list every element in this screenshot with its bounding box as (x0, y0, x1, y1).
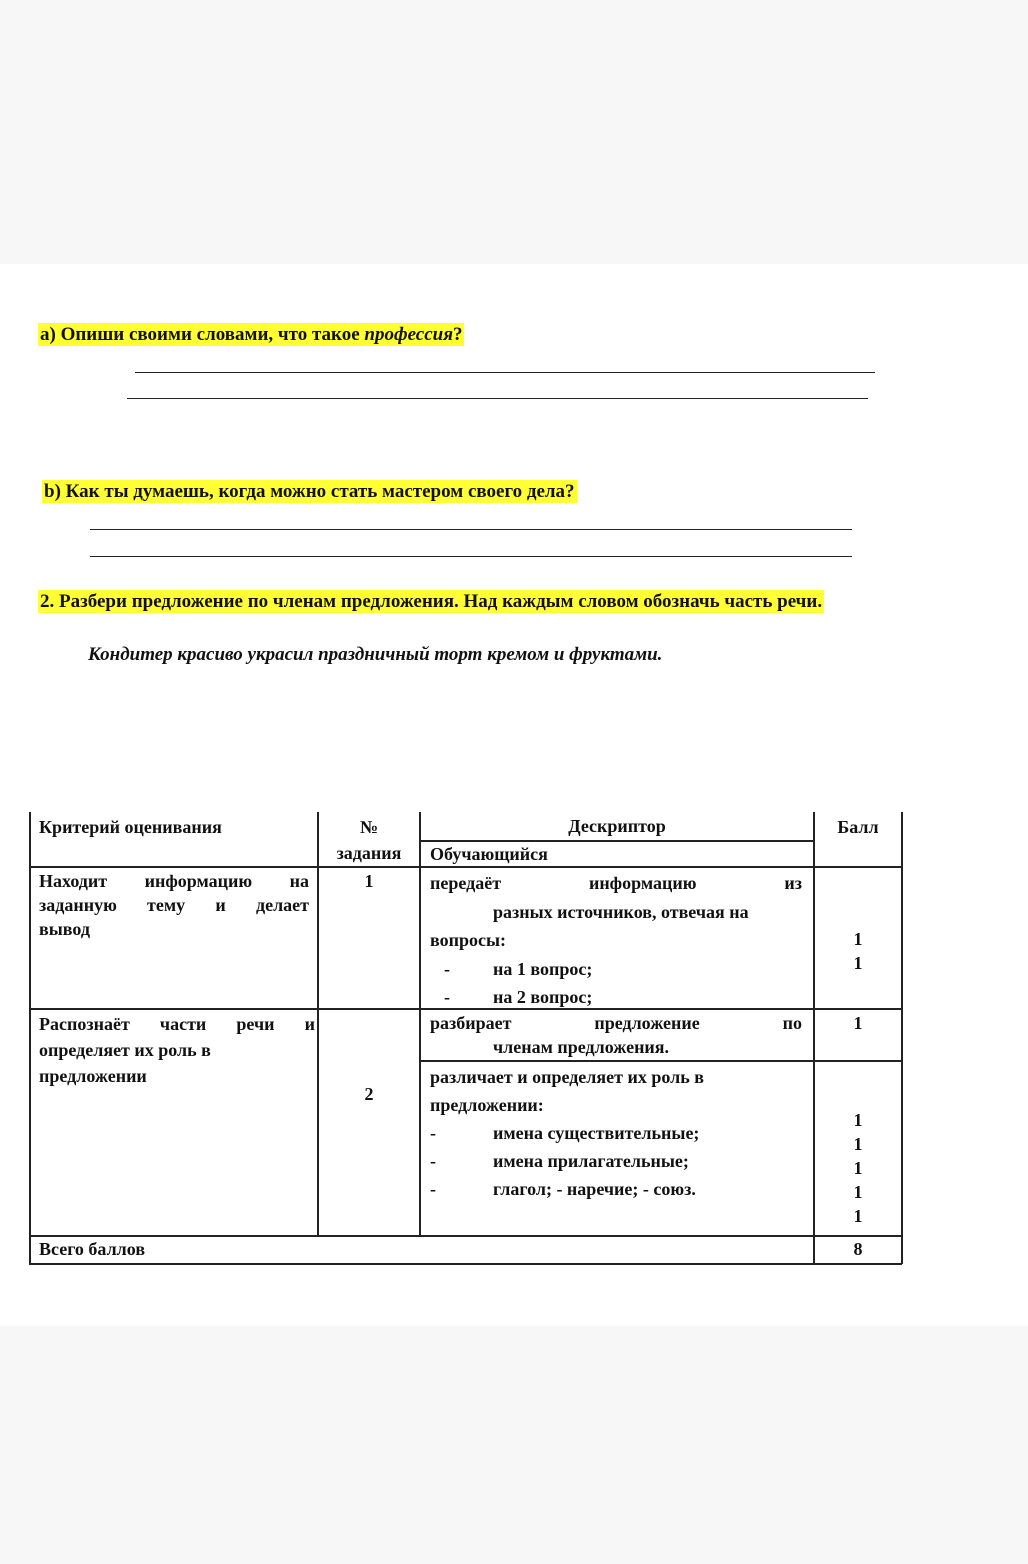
list-item: - имена существительные; (430, 1123, 700, 1143)
row2-criterion: Распознаёт части речи и определяет их роль в предложении (39, 1014, 315, 1086)
question-a-italic-word: профессия (364, 324, 453, 345)
row2-descriptor-2: различает и определяет их роль в предложении: - имена существительные; - имена прилагательные; - глагол; - наречие; - союз. (430, 1063, 812, 1203)
header-criterion: Критерий оценивания (39, 817, 222, 837)
row2-score-1: 1 (853, 1013, 863, 1033)
assessment-table (29, 812, 902, 1264)
header-score: Балл (837, 817, 879, 837)
answer-line-b2[interactable] (90, 556, 852, 557)
question-b-text: b) Как ты думаешь, когда можно стать мастером своего дела? (44, 481, 575, 502)
question-b (42, 481, 577, 503)
question-a-end: ? (452, 324, 463, 345)
row1-task-number: 1 (364, 871, 374, 891)
row1-scores: 1 1 (853, 929, 863, 973)
task-2 (38, 591, 824, 613)
row2-task-number: 2 (364, 1084, 374, 1104)
header-learner: Обучающийся (430, 844, 548, 864)
answer-line-b1[interactable] (90, 529, 852, 530)
answer-line-a2[interactable] (127, 398, 868, 399)
list-item: - на 1 вопрос; (444, 958, 593, 979)
answer-line-a1[interactable] (135, 372, 875, 373)
list-item: - имена прилагательные; (430, 1151, 689, 1171)
total-label: Всего баллов (39, 1239, 146, 1259)
question-a (38, 324, 464, 346)
header-task-number: № задания (336, 817, 402, 863)
list-item: - глагол; - наречие; - союз. (430, 1179, 696, 1199)
row2-scores: 1 1 1 1 1 (853, 1110, 863, 1226)
task-2-text: 2. Разбери предложение по членам предложения. Над каждым словом обозначь часть речи. (40, 591, 823, 612)
total-score: 8 (853, 1239, 863, 1259)
row1-descriptor: передаёт информацию из разных источников, отвечая на вопросы: - на 1 вопрос; - на 2 вопрос; (430, 869, 802, 1012)
question-a-text: а) Опиши своими словами, что такое (40, 324, 365, 345)
header-descriptor: Дескриптор (568, 816, 666, 836)
list-item: - на 2 вопрос; (444, 987, 593, 1007)
worksheet-page (0, 264, 1028, 1326)
task-2-sentence: Кондитер красиво украсил праздничный торт кремом и фруктами. (88, 644, 663, 665)
row2-descriptor-1: разбирает предложение по членам предложения. (430, 1013, 802, 1057)
row1-criterion: Находит информацию на заданную тему и делает вывод (39, 871, 309, 939)
